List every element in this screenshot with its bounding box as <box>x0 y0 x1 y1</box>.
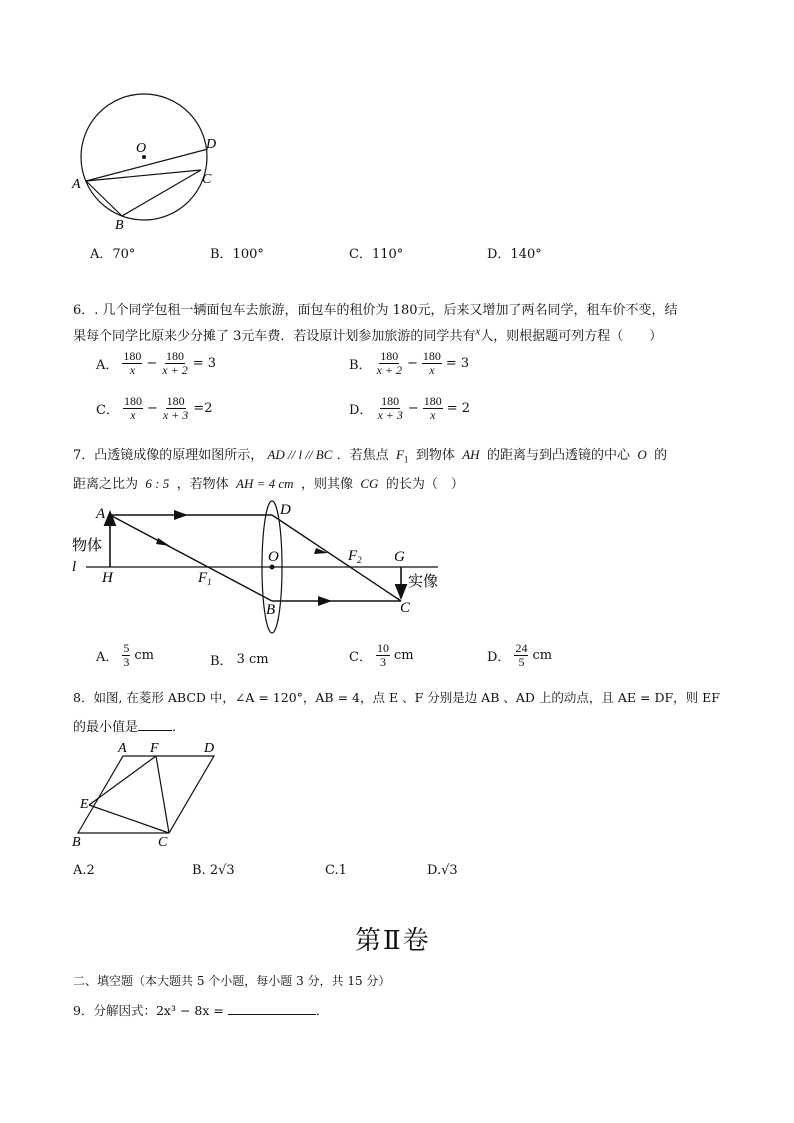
rhs: = 2 <box>446 401 471 416</box>
q7-lens-figure <box>66 498 456 638</box>
q5-label-o: O <box>136 141 147 156</box>
fraction <box>122 642 130 669</box>
denominator: 5 <box>518 655 525 669</box>
option-label: C． <box>349 650 372 665</box>
q7-option-d <box>487 642 552 669</box>
q7-label-g: G <box>394 549 405 565</box>
numerator: 180 <box>422 349 441 363</box>
q5-label-a: A <box>72 177 81 192</box>
q7-label-o: O <box>268 549 279 565</box>
q7-option-b <box>210 650 269 669</box>
text: ，若物体 <box>176 477 229 492</box>
q7-label-a: A <box>96 506 106 522</box>
denominator: x <box>430 408 436 422</box>
q6-stem-line1: 6．. 几个同学包租一辆面包车去旅游，面包车的租价为 180元，后来又增加了两名同学，租车价不变，结 <box>73 303 678 318</box>
operator: − <box>146 401 158 416</box>
rhs: = 3 <box>445 356 470 371</box>
q6-option-a <box>96 350 216 377</box>
q6-stem-line2 <box>73 325 662 344</box>
option-label: D． <box>349 403 373 418</box>
q6-option-d <box>349 395 470 422</box>
q7-stem-line2 <box>73 473 464 492</box>
numerator: 180 <box>123 349 142 363</box>
numerator: 180 <box>166 394 185 408</box>
option-label: D． <box>487 650 511 665</box>
section-heading: 二、填空题（本大题共 5 个小题，每小题 3 分，共 15 分） <box>73 974 391 988</box>
numerator: 10 <box>376 641 389 655</box>
q7-label-f2: $F_2$ <box>348 548 362 565</box>
option-label: B． <box>210 654 233 669</box>
denominator: 3 <box>123 655 130 669</box>
denominator: x + 3 <box>377 408 403 422</box>
q7-label-f1: $F_1$ <box>198 570 212 587</box>
denominator: x <box>129 363 136 377</box>
fraction <box>376 350 403 377</box>
q8-label-f: F <box>150 741 159 756</box>
text: 的长为（ ） <box>385 477 464 492</box>
fraction <box>122 350 142 377</box>
text: 到物体 <box>415 448 455 463</box>
unit: cm <box>532 648 553 663</box>
fraction <box>422 350 442 377</box>
fraction <box>161 350 188 377</box>
fraction <box>514 642 528 669</box>
text: ．若焦点 <box>336 448 389 463</box>
math: AD // l // BC <box>267 447 333 462</box>
denominator: x + 2 <box>162 363 188 377</box>
q8-label-c: C <box>158 835 168 850</box>
q8-label-a: A <box>118 741 127 756</box>
text: 的最小值是 <box>73 720 139 735</box>
q6-stem-line2-post: 人，则根据题可列方程（ ） <box>480 329 663 344</box>
denominator: x <box>130 408 136 422</box>
fraction <box>376 642 390 669</box>
q5-label-d: D <box>206 137 217 152</box>
q7-option-c <box>349 642 414 669</box>
unit: cm <box>393 648 414 663</box>
q6-stem-line2-pre: 果每个同学比原来少分摊了 3元车费．若设原计划参加旅游的同学共有 <box>73 329 476 344</box>
q7-label-object: 物体 <box>72 538 103 554</box>
math-f1: $F_1$ <box>395 447 409 465</box>
q6-stem-var: x <box>475 325 481 338</box>
q7-label-l: l <box>72 559 77 575</box>
q8-option-b: B. 2√3 <box>192 863 235 878</box>
operator: − <box>407 401 419 416</box>
value: 3 cm <box>236 652 269 667</box>
q5-option-b: B．100° <box>210 247 264 262</box>
q6-option-b <box>349 350 469 377</box>
unit: cm <box>134 648 154 663</box>
text: 距离之比为 <box>73 477 139 492</box>
text: ，则其像 <box>300 477 353 492</box>
text: 9．分解因式：2x³ − 8x = <box>73 1003 224 1018</box>
q8-label-e: E <box>80 797 89 812</box>
operator: − <box>407 356 418 371</box>
text: 7．凸透镜成像的原理如图所示， <box>73 448 264 463</box>
operator: − <box>146 356 158 371</box>
q5-label-b: B <box>115 218 124 233</box>
answer-blank[interactable] <box>138 718 172 731</box>
text: ． <box>172 720 186 735</box>
q8-stem-line1: 8．如图, 在菱形 ABCD 中，∠A = 120°，AB = 4，点 E 、F 分别是边 AB 、AD 上的动点，且 AE = DF，则 EF <box>73 690 720 705</box>
text: ． <box>315 1003 329 1018</box>
fraction <box>162 395 189 422</box>
q5-label-c: C <box>202 172 212 187</box>
q5-circle-figure <box>60 90 230 235</box>
q8-option-a: A.2 <box>73 863 95 878</box>
numerator: 180 <box>380 349 399 363</box>
q7-label-h: H <box>102 570 113 586</box>
q7-stem-line1 <box>73 444 667 465</box>
option-label: C． <box>96 403 119 418</box>
numerator: 180 <box>123 394 142 408</box>
q8-label-b: B <box>72 835 81 850</box>
denominator: x + 2 <box>376 363 402 377</box>
q8-option-d: D.√3 <box>427 863 458 878</box>
q7-label-image: 实像 <box>408 574 439 590</box>
numerator: 5 <box>123 641 130 655</box>
q8-rhombus-figure <box>66 738 226 850</box>
q8-stem-line2 <box>73 716 185 735</box>
q8-label-d: D <box>204 741 215 756</box>
q8-option-c: C.1 <box>325 863 347 878</box>
section-title: 第Ⅱ卷 <box>355 926 431 956</box>
math: 6 : 5 <box>145 476 170 491</box>
denominator: x <box>429 363 435 377</box>
q5-option-a: A．70° <box>90 247 136 262</box>
fraction <box>376 395 403 422</box>
option-label: A． <box>96 358 119 373</box>
text: 的 <box>654 448 668 463</box>
text: 的距离与到凸透镜的中心 <box>486 448 630 463</box>
numerator: 180 <box>381 394 400 408</box>
option-label: B． <box>349 358 372 373</box>
denominator: 3 <box>379 655 386 669</box>
fraction <box>123 395 143 422</box>
math: O <box>637 447 647 462</box>
math: AH <box>462 447 480 462</box>
denominator: x + 3 <box>162 408 189 422</box>
answer-blank[interactable] <box>228 1002 316 1015</box>
q7-option-a <box>96 642 154 669</box>
option-label: A． <box>96 650 119 665</box>
math: AH = 4 cm <box>236 476 294 491</box>
q7-label-d: D <box>280 502 291 518</box>
q5-option-c: C．110° <box>349 247 404 262</box>
rhs: = 3 <box>192 356 217 371</box>
q5-option-d: D．140° <box>487 247 542 262</box>
rhs: =2 <box>193 401 213 416</box>
numerator: 180 <box>423 394 442 408</box>
fraction <box>423 395 443 422</box>
math: CG <box>360 476 379 491</box>
q7-label-c: C <box>400 600 411 616</box>
q7-label-b: B <box>266 602 276 618</box>
numerator: 24 <box>515 641 528 655</box>
numerator: 180 <box>166 349 185 363</box>
q9-stem <box>73 1001 328 1019</box>
q6-option-c <box>96 395 212 422</box>
